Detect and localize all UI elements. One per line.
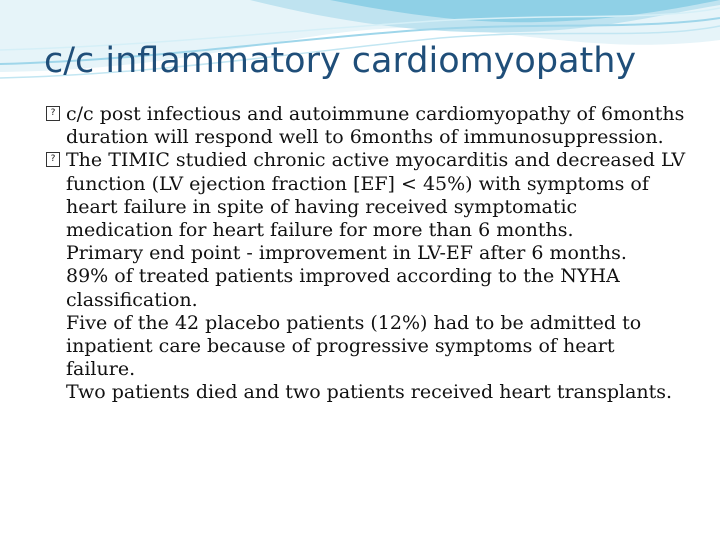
- paragraph-text: Primary end point - improvement in LV-EF after 6 months.: [66, 242, 627, 265]
- paragraph-text: The TIMIC studied chronic active myocarditis and decreased LV function (LV ejection fraction [EF] < 45%) with symptoms of heart failure in spite of having received symptomatic medication for heart failure for more than 6 months.: [66, 149, 686, 242]
- paragraph-text: 89% of treated patients improved according to the NYHA classification.: [66, 265, 620, 311]
- slide-title: c/c inflammatory cardiomyopathy: [44, 41, 637, 81]
- slide-body: [46, 103, 686, 405]
- paragraph-3: [46, 242, 686, 265]
- paragraph-4: [46, 265, 686, 311]
- paragraph-text: c/c post infectious and autoimmune cardiomyopathy of 6months duration will respond well to 6months of immunosuppression.: [66, 103, 685, 149]
- bullet-paragraph-2: [46, 149, 686, 242]
- paragraph-6: [46, 381, 686, 404]
- bullet-paragraph-1: [46, 103, 686, 149]
- paragraph-text: Two patients died and two patients received heart transplants.: [66, 381, 673, 404]
- paragraph-text: Five of the 42 placebo patients (12%) had to be admitted to inpatient care because of progressive symptoms of heart failure.: [66, 311, 642, 381]
- bullet-icon: [46, 152, 60, 167]
- paragraph-5: [46, 312, 686, 382]
- bullet-icon: [46, 106, 60, 121]
